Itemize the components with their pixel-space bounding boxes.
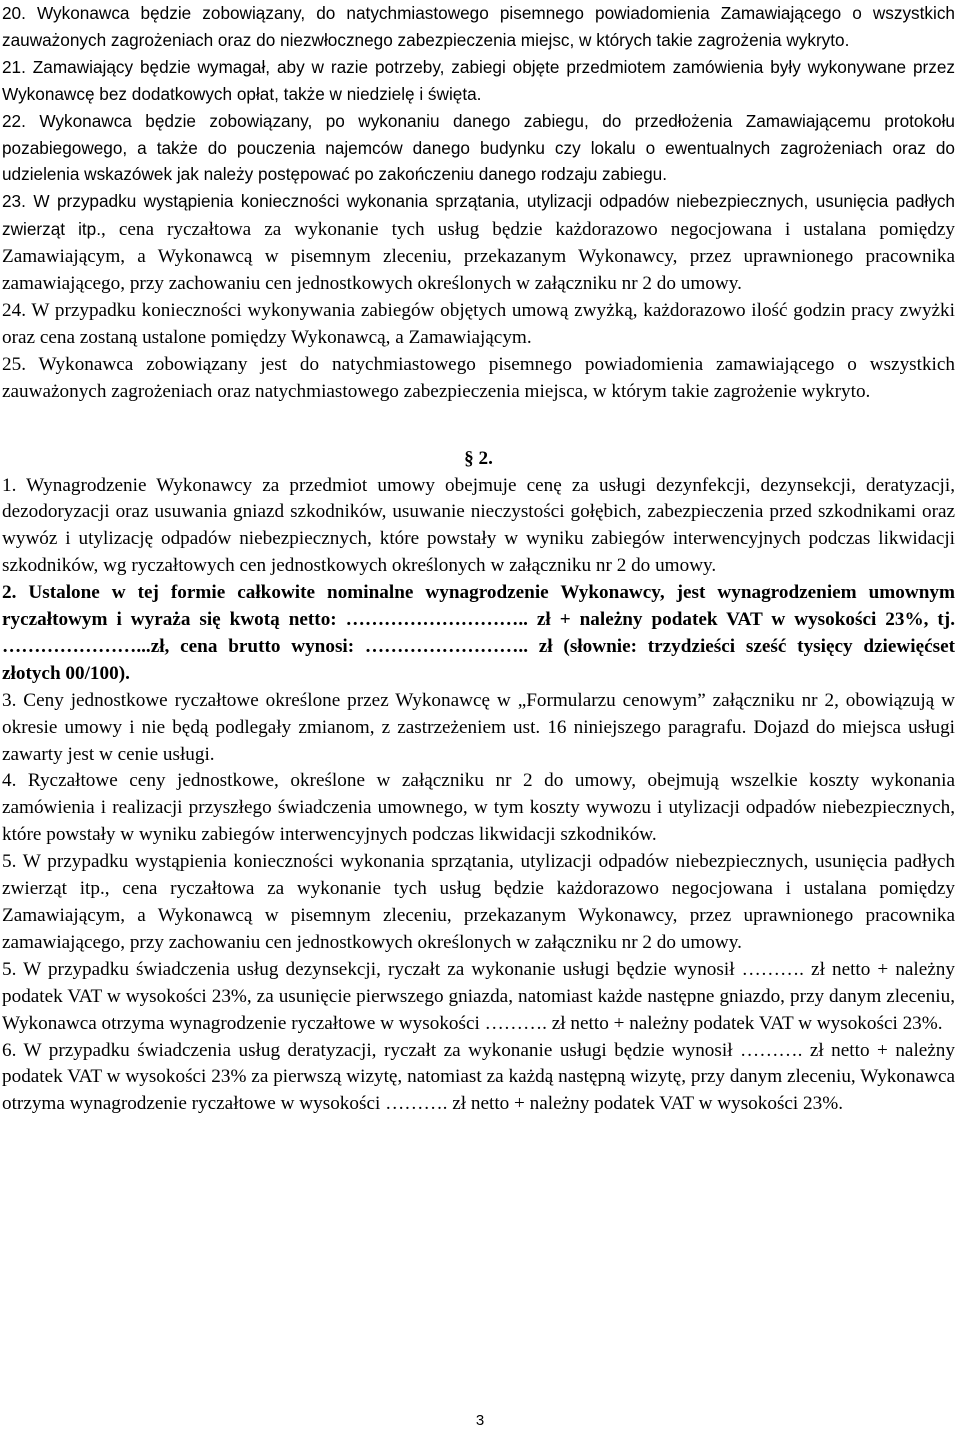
page-number: 3	[475, 1412, 485, 1429]
clause-5b: 5. W przypadku świadczenia usług dezynsekcji, ryczałt za wykonanie usługi będzie wynosił ………. zł netto + należny podatek VAT w wysokości 23%, za usunięcie pierwszego gniazda, natomiast każde następne gniazdo, przy danym zleceniu, Wykonawca otrzyma wynagrodzenie ryczałtowe w wysokości ………. zł netto + należny podatek VAT w wysokości 23%.	[2, 958, 955, 1034]
paragraph-20: 20. Wykonawca będzie zobowiązany, do natychmiastowego pisemnego powiadomienia Zamawiającego o wszystkich zauważonych zagrożeniach oraz do niezwłocznego zabezpieczenia miejsc, w których takie zagrożenia wykryto.	[2, 3, 955, 50]
clause-1: 1. Wynagrodzenie Wykonawcy za przedmiot umowy obejmuje cenę za usługi dezynfekcji, dezynsekcji, deratyzacji, dezodoryzacji oraz usuwania gniazd szkodników, usuwanie nieczystości gołębich, zabezpieczenia przed szkodnikami oraz wywóz i utylizację odpadów niebezpiecznych, które powstały w wyniku zabiegów interwencyjnych podczas likwidacji szkodników, wg ryczałtowych cen jednostkowych określonych w załączniku nr 2 do umowy.	[2, 474, 955, 577]
paragraph-23-part-b: , cena ryczałtowa za wykonanie tych usług będzie każdorazowo negocjowana i ustalana pomiędzy Zamawiającym, a Wykonawcą w pisemnym zleceniu, przekazanym Wykonawcy, przez uprawnionego pracownika zamawiającego, przy zachowaniu cen jednostkowych określonych w załączniku nr 2 do umowy.	[2, 219, 955, 295]
clause-3: 3. Ceny jednostkowe ryczałtowe określone przez Wykonawcę w „Formularzu cenowym” załączniku nr 2, obowiązują w okresie umowy i nie będą podlegały zmianom, z zastrzeżeniem ust. 16 niniejszego paragrafu. Dojazd do miejsca usługi zawarty jest w cenie usługi.	[2, 689, 955, 765]
section-heading: § 2.	[464, 447, 493, 469]
document-body	[2, 0, 955, 1118]
paragraph-21: 21. Zamawiający będzie wymagał, aby w razie potrzeby, zabiegi objęte przedmiotem zamówienia były wykonywane przez Wykonawcę bez dodatkowych opłat, także w niedzielę i święta.	[2, 56, 955, 104]
paragraph-25: 25. Wykonawca zobowiązany jest do natychmiastowego pisemnego powiadomienia zamawiającego o wszystkich zauważonych zagrożeniach oraz natychmiastowego zabezpieczenia miejsca, w którym takie zagrożenie wykryto.	[2, 353, 955, 402]
paragraph-24: 24. W przypadku konieczności wykonywania zabiegów objętych umową zwyżką, każdorazowo ilość godzin pracy zwyżki oraz cena zostaną ustalone pomiędzy Wykonawcą, a Zamawiającym.	[2, 299, 955, 348]
paragraph-22: 22. Wykonawca będzie zobowiązany, po wykonaniu danego zabiegu, do przedłożenia Zamawiającemu protokołu pozabiegowego, a także do pouczenia najemców danego budynku czy lokalu o ewentualnych zagrożeniach oraz do udzielenia wskazówek jak należy postępować po zakończeniu danego rodzaju zabiegu.	[2, 110, 955, 185]
clause-5a: 5. W przypadku wystąpienia konieczności wykonania sprzątania, utylizacji odpadów niebezpiecznych, usunięcia padłych zwierząt itp., cena ryczałtowa za wykonanie tych usług będzie każdorazowo negocjowana i ustalana pomiędzy Zamawiającym, a Wykonawcą w pisemnym zleceniu, przekazanym Wykonawcy, przez uprawnionego pracownika zamawiającego, przy zachowaniu cen jednostkowych określonych w załączniku nr 2 do umowy.	[2, 851, 955, 953]
paragraph-23	[2, 188, 955, 298]
clause-4: 4. Ryczałtowe ceny jednostkowe, określone w załączniku nr 2 do umowy, obejmują wszelkie koszty wykonania zamówienia i realizacji przyszłego świadczenia umownego, w tym koszty wywozu i utylizacji odpadów niebezpiecznych, które powstały w wyniku zabiegów interwencyjnych podczas likwidacji szkodników.	[2, 770, 955, 846]
clause-6: 6. W przypadku świadczenia usług deratyzacji, ryczałt za wykonanie usługi będzie wynosił ………. zł netto + należny podatek VAT w wysokości 23% za pierwszą wizytę, natomiast za każdą następną wizytę, przy danym zleceniu, Wykonawca otrzyma wynagrodzenie ryczałtowe w wysokości ………. zł netto + należny podatek VAT w wysokości 23%.	[2, 1039, 955, 1115]
paragraph-23-part-a: 23. W przypadku wystąpienia konieczności wykonania sprzątania, utylizacji odpadów niebezpiecznych, usunięcia padłych zwierząt itp.	[2, 191, 955, 240]
clause-2: 2. Ustalone w tej formie całkowite nominalne wynagrodzenie Wykonawcy, jest wynagrodzeniem umownym ryczałtowym i wyraża się kwotą netto: ……………………….. zł + należny podatek VAT w wysokości 23%, tj. …………………...zł, cena brutto wynosi: …………………….. zł (słownie: trzydzieści sześć tysięcy dziewięćset złotych 00/100).	[2, 582, 955, 684]
